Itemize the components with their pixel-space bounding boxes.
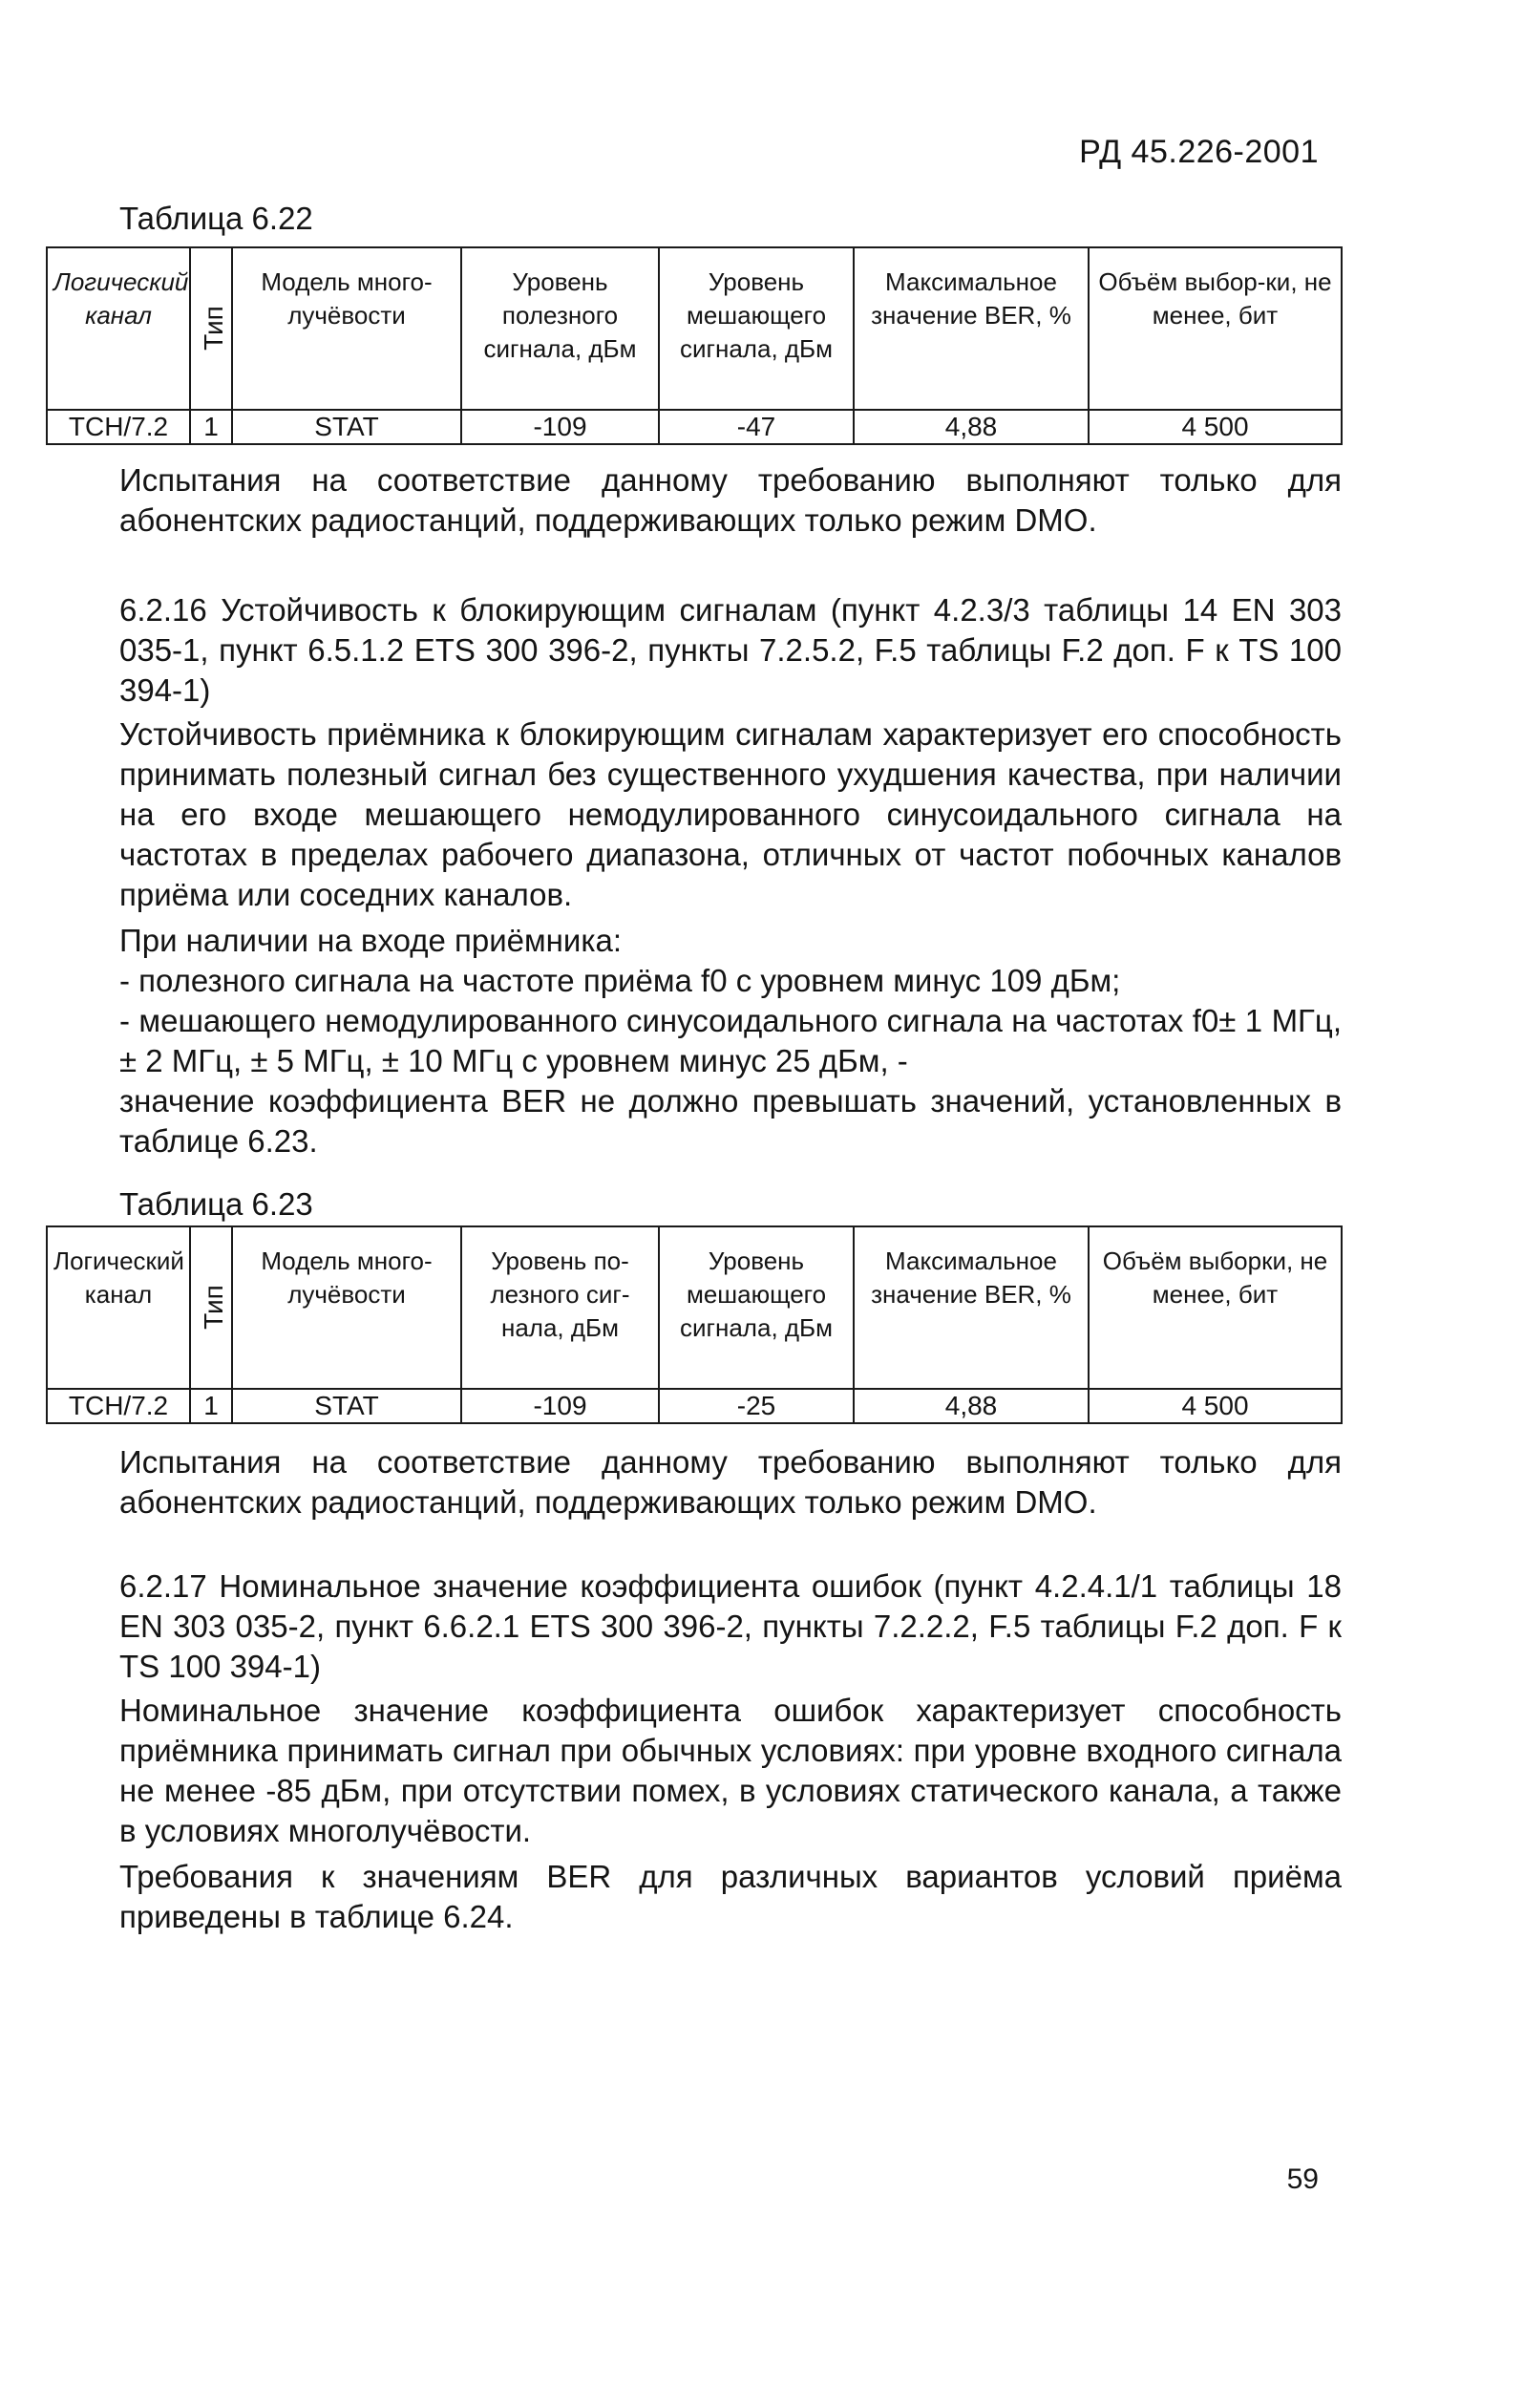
cell-ber: 4,88 — [854, 410, 1089, 444]
header-sample-size: Объём выборки, не менее, бит — [1089, 1226, 1342, 1389]
cell-sample: 4 500 — [1089, 410, 1342, 444]
paragraph: При наличии на входе приёмника: — [119, 923, 623, 958]
cell-ber: 4,88 — [854, 1389, 1089, 1423]
list-item: - полезного сигнала на частоте приёма f0 с уровнем минус 109 дБм; — [119, 963, 1121, 998]
cell-model: STAT — [232, 410, 461, 444]
page-number: 59 — [1286, 2163, 1319, 2195]
cell-sample: 4 500 — [1089, 1389, 1342, 1423]
note-dmo-1: Испытания на соответствие данному требованию выполняют только для абонентских радиостанций, поддерживающих только режим DMO. — [119, 462, 1342, 538]
list-item: - мешающего немодулированного синусоидального сигнала на частотах f0± 1 МГц, ± 2 МГц, ± 5 МГц, ± 10 МГц с уровнем минус 25 дБм, - — [119, 1003, 1342, 1078]
cell-channel: ТСН/7.2 — [47, 1389, 190, 1423]
table-caption-6-22: Таблица 6.22 — [119, 201, 313, 236]
header-max-ber: Максимальное значение BER, % — [854, 1226, 1089, 1389]
table-row — [47, 1389, 1342, 1423]
section-6-2-17 — [119, 1566, 1342, 1937]
paragraph: Номинальное значение коэффициента ошибок характеризует способность приёмника принимать сигнал при обычных условиях: при уровне входного сигнала не менее -85 дБм, при отсутствии помех, в условиях статического канала, а также в условиях многолучёвости. — [119, 1693, 1342, 1848]
cell-wanted: -109 — [461, 1389, 659, 1423]
table-header-row — [47, 247, 1342, 410]
cell-channel: ТСН/7.2 — [47, 410, 190, 444]
paragraph: Устойчивость приёмника к блокирующим сигналам характеризует его способность принимать полезный сигнал без существенного ухудшения качества, при наличии на его входе мешающего немодулированного синусоидального сигнала на частотах в пределах рабочего диапазона, отличных от частот побочных каналов приёма или соседних каналов. — [119, 716, 1342, 912]
header-multipath-model: Модель много-лучёвости — [232, 1226, 461, 1389]
header-multipath-model: Модель много-лучёвости — [232, 247, 461, 410]
paragraph: Требования к значениям BER для различных вариантов условий приёма приведены в таблице 6.24. — [119, 1859, 1342, 1934]
table-row — [47, 410, 1342, 444]
header-sample-size: Объём выбор-ки, не менее, бит — [1089, 247, 1342, 410]
table-6-22 — [46, 246, 1343, 445]
header-logical-channel: Логический канал — [47, 1226, 190, 1389]
header-interfering-level: Уровень мешающего сигнала, дБм — [659, 247, 854, 410]
section-heading: 6.2.17 Номинальное значение коэффициента ошибок (пункт 4.2.4.1/1 таблицы 18 EN 303 035-2, пункт 6.6.2.1 ETS 300 396-2, пункты 7.2.2.2, F.5 таблицы F.2 доп. F к TS 100 394-1) — [119, 1568, 1342, 1684]
header-interfering-level: Уровень мешающего сигнала, дБм — [659, 1226, 854, 1389]
header-logical-channel: Логический канал — [47, 247, 190, 410]
table-header-row — [47, 1226, 1342, 1389]
document-id: РД 45.226-2001 — [1079, 134, 1319, 170]
header-max-ber: Максимальное значение BER, % — [854, 247, 1089, 410]
cell-interfering: -25 — [659, 1389, 854, 1423]
table-6-23 — [46, 1225, 1343, 1424]
cell-wanted: -109 — [461, 410, 659, 444]
table-caption-6-23: Таблица 6.23 — [119, 1186, 313, 1222]
header-wanted-level: Уровень полезного сигнала, дБм — [461, 247, 659, 410]
header-type: Тип — [190, 247, 232, 410]
section-heading: 6.2.16 Устойчивость к блокирующим сигналам (пункт 4.2.3/3 таблицы 14 EN 303 035-1, пункт 6.5.1.2 ETS 300 396-2, пункты 7.2.5.2, F.5 таблицы F.2 доп. F к TS 100 394-1) — [119, 592, 1342, 708]
header-type: Тип — [190, 1226, 232, 1389]
header-wanted-level: Уровень по-лезного сиг-нала, дБм — [461, 1226, 659, 1389]
cell-interfering: -47 — [659, 410, 854, 444]
note-dmo-2: Испытания на соответствие данному требованию выполняют только для абонентских радиостанций, поддерживающих только режим DMO. — [119, 1444, 1342, 1520]
paragraph: значение коэффициента BER не должно превышать значений, установленных в таблице 6.23. — [119, 1083, 1342, 1159]
cell-model: STAT — [232, 1389, 461, 1423]
cell-type: 1 — [190, 1389, 232, 1423]
cell-type: 1 — [190, 410, 232, 444]
section-6-2-16 — [119, 590, 1342, 1161]
